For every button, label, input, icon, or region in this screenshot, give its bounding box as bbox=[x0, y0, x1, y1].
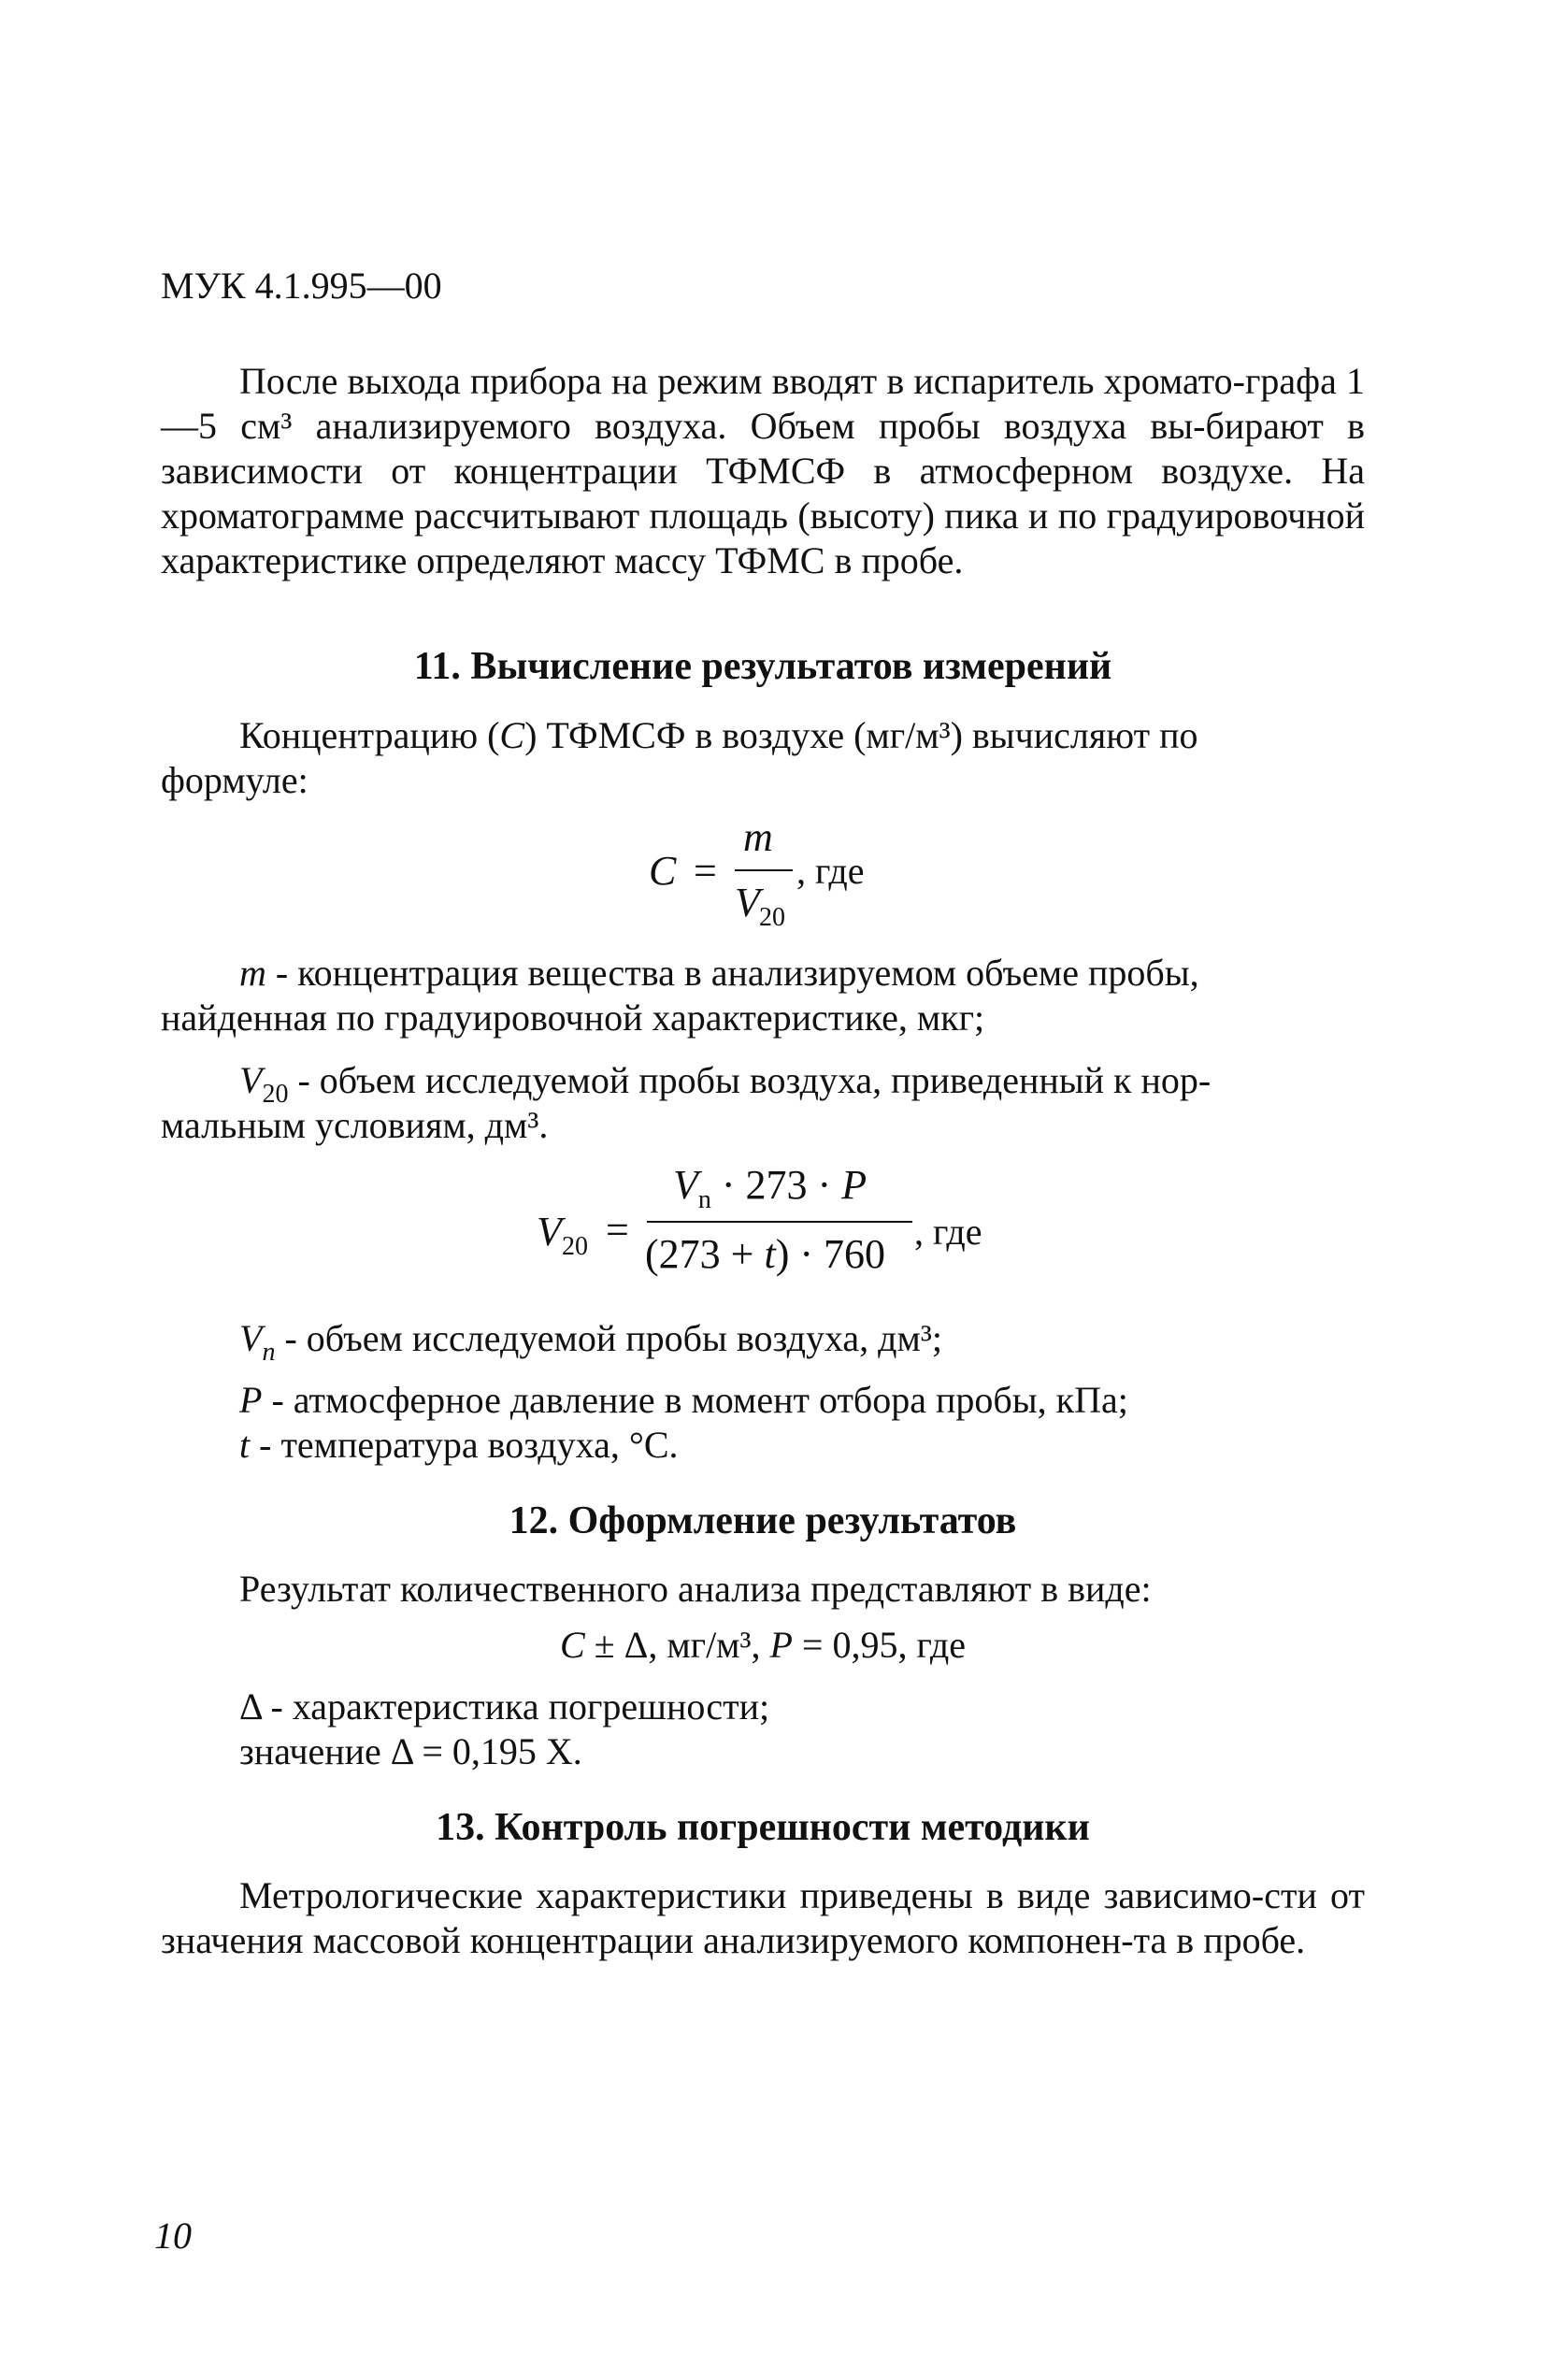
definition-vn: $V_n$ - объем исследуемой пробы воздуха, дм³; bbox=[239, 1317, 942, 1367]
section-11-heading: 11. Вычисление результатов измерений bbox=[413, 645, 1112, 688]
section-11-intro-line2: формуле: bbox=[161, 759, 308, 801]
formula1-lhs: C bbox=[649, 848, 677, 894]
section-12-line1: Результат количественного анализа представляют в виде: bbox=[239, 1568, 1152, 1610]
formula2-tail: , где bbox=[914, 1211, 982, 1253]
section-12-heading: 12. Оформление результатов bbox=[509, 1499, 1017, 1542]
formula1-denominator-v: V bbox=[735, 880, 760, 925]
definition-t: t - температура воздуха, °С. bbox=[239, 1424, 679, 1466]
formula1-fraction-bar bbox=[735, 869, 793, 871]
formula1-equals: = bbox=[694, 848, 717, 894]
section-12-delta-value: значение Δ = 0,195 X. bbox=[239, 1730, 582, 1772]
definition-m: m - концентрация вещества в анализируемом объеме пробы, bbox=[239, 952, 1199, 994]
definition-p: P - атмосферное давление в момент отбора пробы, кПа; bbox=[239, 1379, 1128, 1421]
section-12-delta-definition: Δ - характеристика погрешности; bbox=[239, 1685, 770, 1728]
section-13-paragraph: Метрологические характеристики приведены в виде зависимо-сти от значения массовой концентрации анализируемого компонен-та в пробе. bbox=[161, 1874, 1365, 1961]
section-12-result-expression: C ± Δ, мг/м³, P = 0,95, где bbox=[559, 1624, 966, 1666]
formula2-lhs-v: V bbox=[537, 1209, 562, 1255]
formula2-equals: = bbox=[606, 1207, 629, 1253]
formula1-denominator-sub: 20 bbox=[759, 903, 785, 932]
definition-m-line2: найденная по градуировочной характеристике, мкг; bbox=[161, 996, 985, 1039]
page-number: 10 bbox=[154, 2215, 192, 2257]
document-code-header: МУК 4.1.995—00 bbox=[161, 265, 442, 307]
definition-v20-line2: мальным условиям, дм³. bbox=[161, 1104, 549, 1146]
definition-v20: $V_{20}$ - объем исследуемой пробы воздуха, приведенный к нор- bbox=[239, 1059, 1212, 1109]
section-11-intro: Концентрацию (C) ТФМСФ в воздухе (мг/м³) вычисляют по bbox=[239, 714, 1198, 756]
section-13-heading: 13. Контроль погрешности методики bbox=[436, 1806, 1090, 1849]
formula1-tail: , где bbox=[796, 850, 865, 892]
formula2-fraction-bar bbox=[647, 1221, 912, 1223]
formula2-numerator: $V_n \cdot 273 \cdot P$ bbox=[673, 1162, 868, 1214]
paragraph-sample-injection: После выхода прибора на режим вводят в испаритель хромато-графа 1—5 см³ анализируемого воздуха. Объем пробы воздуха вы-бирают в зависимости от концентрации ТФМСФ в атмосферном воздухе. На хроматограмме рассчитывают площадь (высоту) пика и по градуировочной характеристике определяют массу ТФМС в пробе. bbox=[161, 360, 1365, 581]
formula2-lhs-sub: 20 bbox=[562, 1232, 588, 1261]
formula1-numerator: m bbox=[743, 814, 773, 860]
formula2-denominator: (273 + t) · 760 bbox=[645, 1231, 886, 1277]
